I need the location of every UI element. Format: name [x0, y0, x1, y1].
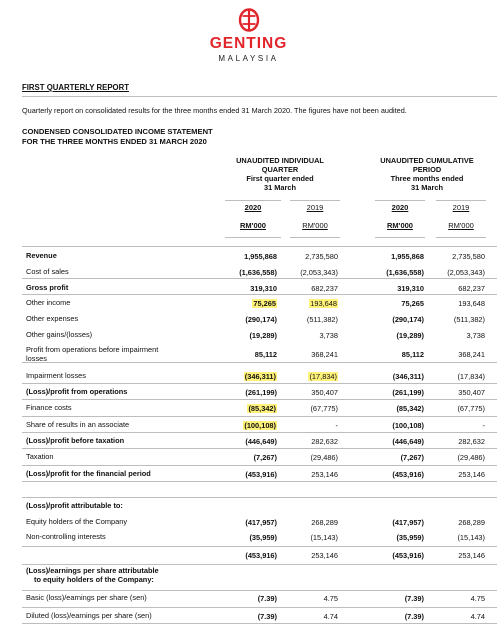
table-cell: (261,199)	[392, 388, 424, 397]
col-year-1: 2020	[244, 203, 262, 212]
table-cell: 85,112	[254, 350, 277, 359]
brand-name: GENTING	[209, 35, 288, 52]
table-cell: (100,108)	[392, 421, 424, 430]
table-cell: (35,959)	[249, 533, 277, 542]
table-cell: (417,957)	[245, 518, 277, 527]
table-cell: 253,146	[458, 470, 485, 479]
table-cell: (19,289)	[396, 331, 424, 340]
table-cell: 2,735,580	[305, 252, 338, 261]
report-title: FIRST QUARTERLY REPORT	[22, 83, 130, 92]
table-cell: (67,775)	[310, 404, 338, 413]
row-divider	[22, 399, 497, 400]
col-year-3: 2020	[391, 203, 409, 212]
table-cell: 4.74	[470, 612, 485, 621]
row-label: (Loss)/profit for the financial period	[26, 469, 151, 478]
table-cell: (7.39)	[404, 612, 424, 621]
table-cell: 350,407	[458, 388, 485, 397]
row-label: (Loss)/profit before taxation	[26, 436, 125, 445]
table-cell: (290,174)	[392, 315, 424, 324]
row-divider	[22, 294, 497, 295]
col-year-2: 2019	[306, 203, 324, 212]
table-cell: 85,112	[401, 350, 424, 359]
table-cell: (453,916)	[245, 551, 277, 560]
row-label: Other income	[26, 298, 71, 307]
row-label: Other gains/(losses)	[26, 330, 93, 339]
row-divider	[22, 383, 497, 384]
table-cell: 193,648	[310, 299, 337, 308]
row-divider	[22, 607, 497, 608]
table-cell: 282,632	[458, 437, 485, 446]
table-cell: (29,486)	[310, 453, 338, 462]
table-cell: (67,775)	[457, 404, 485, 413]
row-label: Taxation	[26, 452, 54, 461]
company-logo	[0, 8, 497, 63]
table-cell: -	[482, 421, 485, 430]
table-cell: 4.75	[470, 594, 485, 603]
row-divider	[22, 465, 497, 466]
row-label: Other expenses	[26, 314, 79, 323]
table-cell: (100,108)	[244, 421, 276, 430]
brand-subtitle: MALAYSIA	[218, 54, 279, 63]
row-divider	[22, 416, 497, 417]
row-label: (Loss)/profit attributable to:	[26, 501, 123, 510]
table-cell: (17,834)	[457, 372, 485, 381]
row-divider	[22, 564, 497, 565]
row-label: Non-controlling interests	[26, 532, 106, 541]
table-cell: 253,146	[311, 551, 338, 560]
row-label: Diluted (loss)/earnings per share (sen)	[26, 611, 152, 620]
table-cell: (346,311)	[392, 372, 424, 381]
row-divider	[22, 481, 497, 482]
row-label: Impairment losses	[26, 371, 86, 380]
table-cell: (261,199)	[245, 388, 277, 397]
row-divider	[22, 590, 497, 591]
row-divider	[22, 546, 497, 547]
row-divider	[22, 623, 497, 624]
table-cell: (7,267)	[253, 453, 277, 462]
col-unit-2: RM'000	[302, 221, 328, 230]
table-cell: 368,241	[311, 350, 338, 359]
table-cell: 268,289	[458, 518, 485, 527]
group-header-individual: UNAUDITED INDIVIDUAL QUARTER First quarter ended 31 March	[236, 156, 324, 192]
row-label: (Loss)/profit from operations	[26, 387, 128, 396]
table-cell: 253,146	[311, 470, 338, 479]
table-cell: (1,636,558)	[386, 268, 424, 277]
col-unit-1: RM'000	[240, 221, 266, 230]
col-unit-4: RM'000	[448, 221, 474, 230]
group-header-cumulative: UNAUDITED CUMULATIVE PERIOD Three months ended 31 March	[380, 156, 474, 192]
table-cell: 1,955,868	[391, 252, 424, 261]
row-label: Equity holders of the Company	[26, 517, 128, 526]
table-cell: 75,265	[401, 299, 424, 308]
table-cell: (453,916)	[245, 470, 277, 479]
row-label: Finance costs	[26, 403, 72, 412]
table-cell: 193,648	[458, 299, 485, 308]
table-cell: (453,916)	[392, 470, 424, 479]
table-cell: 682,237	[311, 284, 338, 293]
table-cell: (1,636,558)	[239, 268, 277, 277]
table-cell: (85,342)	[248, 404, 276, 413]
table-cell: 4.75	[323, 594, 338, 603]
table-cell: (453,916)	[392, 551, 424, 560]
row-divider	[22, 448, 497, 449]
table-cell: 682,237	[458, 284, 485, 293]
row-label: (Loss)/earnings per share attributable to equity holders of the Company:	[26, 566, 159, 584]
table-cell: 319,310	[250, 284, 277, 293]
table-cell: (346,311)	[244, 372, 276, 381]
table-cell: 319,310	[397, 284, 424, 293]
table-cell: (17,834)	[309, 372, 337, 381]
table-cell: 2,735,580	[452, 252, 485, 261]
table-cell: 4.74	[323, 612, 338, 621]
table-cell: (446,649)	[392, 437, 424, 446]
row-divider	[22, 96, 497, 97]
row-label: Basic (loss)/earnings per share (sen)	[26, 593, 147, 602]
table-cell: 282,632	[311, 437, 338, 446]
table-cell: (511,382)	[453, 315, 485, 324]
row-label: Gross profit	[26, 283, 69, 292]
table-cell: 268,289	[311, 518, 338, 527]
table-cell: (15,143)	[310, 533, 338, 542]
table-cell: (19,289)	[249, 331, 277, 340]
table-cell: 253,146	[458, 551, 485, 560]
table-cell: -	[335, 421, 338, 430]
statement-title-line2: FOR THE THREE MONTHS ENDED 31 MARCH 2020	[22, 137, 207, 146]
table-cell: (2,053,343)	[300, 268, 338, 277]
table-cell: (417,957)	[392, 518, 424, 527]
table-cell: (7.39)	[257, 612, 277, 621]
table-cell: (446,649)	[245, 437, 277, 446]
table-cell: (35,959)	[396, 533, 424, 542]
table-cell: 1,955,868	[244, 252, 277, 261]
table-cell: 75,265	[253, 299, 276, 308]
table-cell: 350,407	[311, 388, 338, 397]
table-cell: 3,738	[319, 331, 338, 340]
statement-title-line1: CONDENSED CONSOLIDATED INCOME STATEMENT	[22, 127, 213, 136]
table-cell: (2,053,343)	[447, 268, 485, 277]
row-label: Profit from operations before impairment losses	[26, 345, 159, 363]
table-cell: 368,241	[458, 350, 485, 359]
row-divider	[22, 246, 497, 247]
report-intro: Quarterly report on consolidated results for the three months ended 31 March 2020. The figures have not been audited.	[22, 106, 407, 115]
row-label: Cost of sales	[26, 267, 69, 276]
table-cell: (511,382)	[306, 315, 338, 324]
table-cell: (29,486)	[457, 453, 485, 462]
row-divider	[22, 278, 497, 279]
table-cell: (7.39)	[404, 594, 424, 603]
genting-logo-icon	[238, 8, 260, 32]
table-cell: (85,342)	[396, 404, 424, 413]
table-cell: 3,738	[466, 331, 485, 340]
row-divider	[22, 432, 497, 433]
table-cell: (7.39)	[257, 594, 277, 603]
table-cell: (15,143)	[457, 533, 485, 542]
col-year-4: 2019	[452, 203, 470, 212]
col-unit-3: RM'000	[387, 221, 413, 230]
row-divider	[22, 362, 497, 363]
row-label: Share of results in an associate	[26, 420, 130, 429]
table-cell: (7,267)	[400, 453, 424, 462]
row-label: Revenue	[26, 251, 57, 260]
table-cell: (290,174)	[245, 315, 277, 324]
row-divider	[22, 497, 497, 498]
